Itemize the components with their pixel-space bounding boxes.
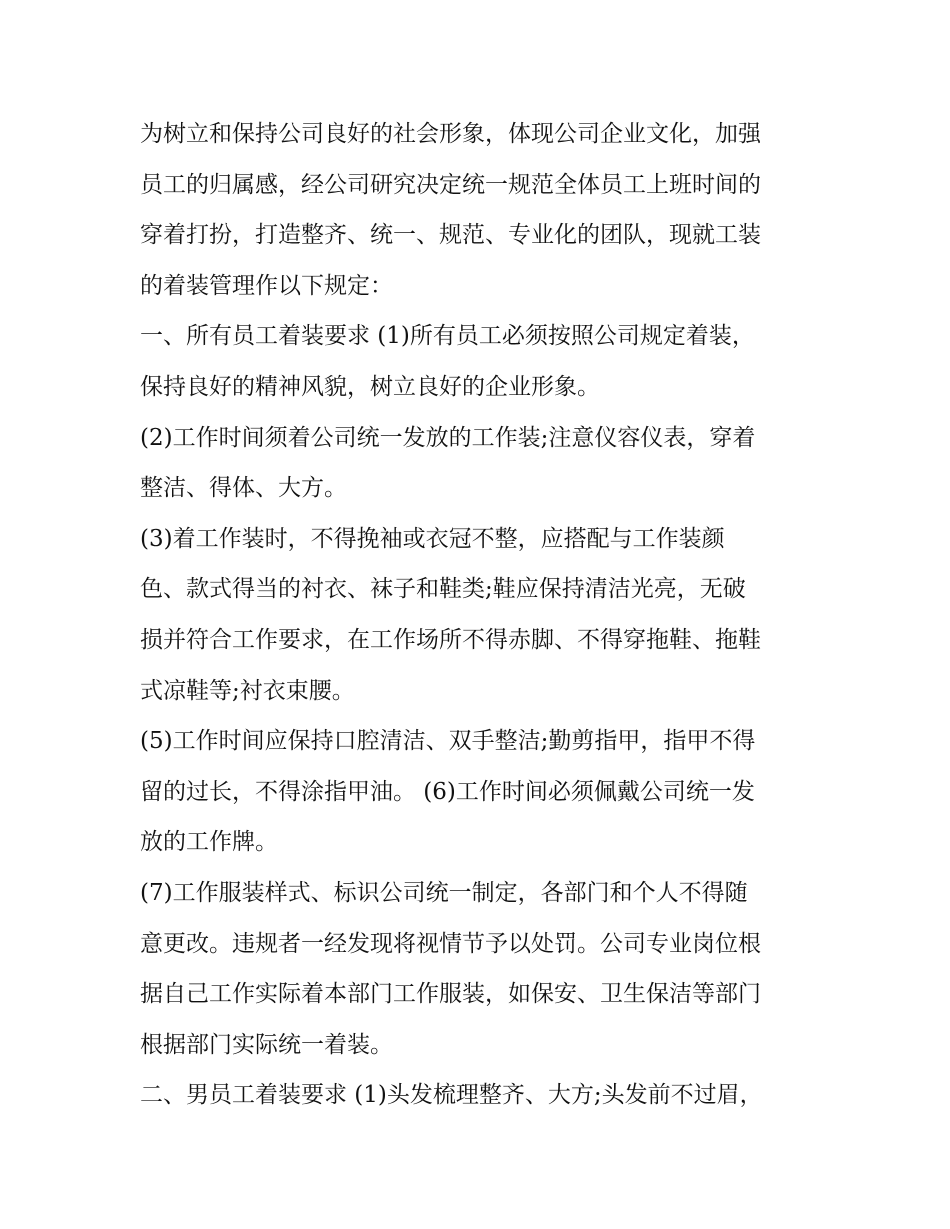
text-line: 留的过长，不得涂指甲油。 (6)工作时间必须佩戴公司统一发 xyxy=(140,778,755,805)
text-line: 损并符合工作要求，在工作场所不得赤脚、不得穿拖鞋、拖鞋 xyxy=(140,626,761,653)
text-line: 整洁、得体、大方。 xyxy=(140,475,347,502)
text-line: 式凉鞋等;衬衣束腰。 xyxy=(140,677,355,704)
text-line: 色、款式得当的衬衣、袜子和鞋类;鞋应保持清洁光亮，无破 xyxy=(140,576,746,603)
text-line: 根据部门实际统一着装。 xyxy=(140,1031,393,1058)
text-line: 二、男员工着装要求 (1)头发梳理整齐、大方;头发前不过眉， xyxy=(140,1082,763,1109)
text-line: 据自己工作实际着本部门工作服装，如保安、卫生保洁等部门 xyxy=(140,981,761,1008)
document-body xyxy=(140,109,820,1121)
text-line: (5)工作时间应保持口腔清洁、双手整洁;勤剪指甲，指甲不得 xyxy=(140,728,756,755)
text-line: 保持良好的精神风貌，树立良好的企业形象。 xyxy=(140,373,600,400)
text-line: 员工的归属感，经公司研究决定统一规范全体员工上班时间的 xyxy=(140,171,761,198)
text-line: (7)工作服装样式、标识公司统一制定，各部门和个人不得随 xyxy=(140,879,748,906)
text-line: 意更改。违规者一经发现将视情节予以处罚。公司专业岗位根 xyxy=(140,930,761,957)
text-line: (2)工作时间须着公司统一发放的工作装;注意仪容仪表，穿着 xyxy=(140,424,756,451)
text-line: (3)着工作装时，不得挽袖或衣冠不整，应搭配与工作装颜 xyxy=(140,525,725,552)
text-line: 的着装管理作以下规定： xyxy=(140,272,393,299)
text-line: 一、所有员工着装要求 (1)所有员工必须按照公司规定着装， xyxy=(140,323,755,350)
text-line: 放的工作牌。 xyxy=(140,829,278,856)
text-line: 为树立和保持公司良好的社会形象，体现公司企业文化，加强 xyxy=(140,121,761,147)
text-line: 穿着打扮，打造整齐、统一、规范、专业化的团队，现就工装 xyxy=(140,222,761,249)
